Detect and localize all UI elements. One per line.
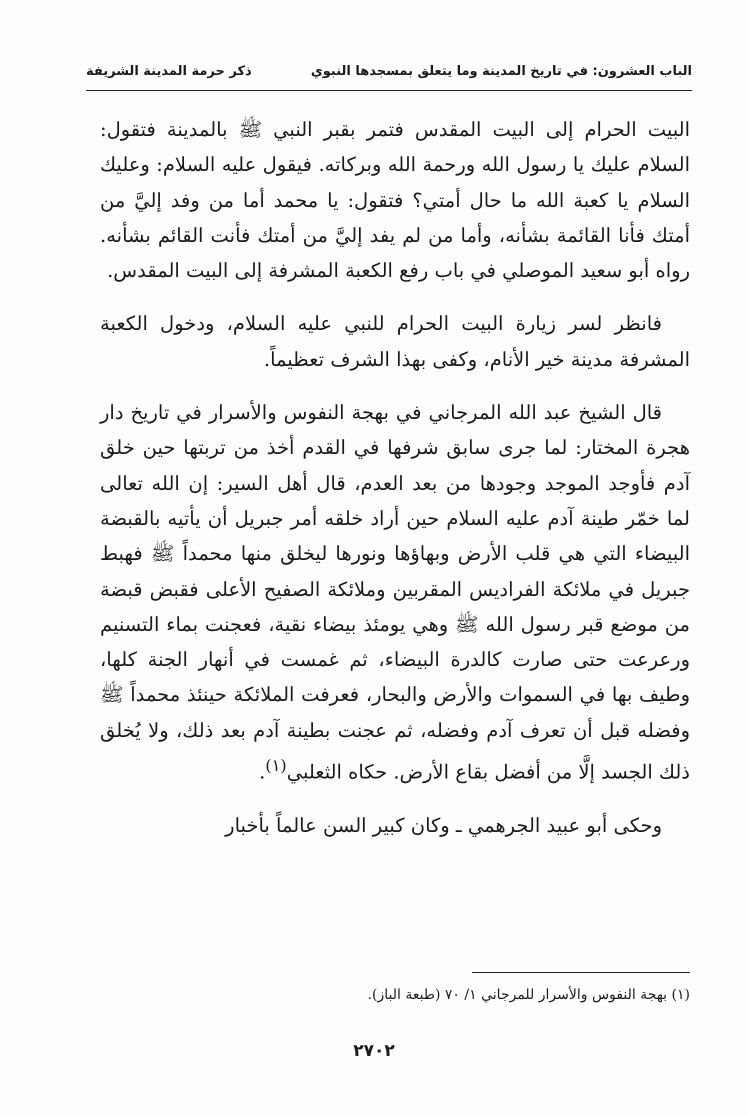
page-number: ٢٧٠٢ [353, 1041, 395, 1061]
paragraph: البيت الحرام إلى البيت المقدس فتمر بقبر النبي ﷺ بالمدينة فتقول: السلام عليك يا رسول الله ورحمة الله وبركاته. فيقول عليه السلام: وعليك السلام يا كعبة الله ما حال أمتي؟ فتقول: يا محمد أما من وفد إليَّ من أمتك فأنا القائمة بشأنه، وأما من لم يفد إليَّ من أمتك فأنت القائم بشأنه. رواه أبو سعيد الموصلي في باب رفع الكعبة المشرفة إلى البيت المقدس. [100, 118, 690, 283]
footnote-divider [472, 972, 690, 973]
paragraph-end-mark: . [259, 760, 266, 784]
footnote-reference[interactable]: (١) [265, 756, 287, 776]
paragraph: وحكى أبو عبيد الجرهمي ـ وكان كبير السن عالماً بأخبار [225, 813, 662, 837]
chapter-title: الباب العشرون: في تاريخ المدينة وما يتعلق بمسجدها النبوي [310, 63, 692, 79]
paragraph: فانظر لسر زيارة البيت الحرام للنبي عليه السلام، ودخول الكعبة المشرفة مدينة خير الأنام، وكفى بهذا الشرف تعظيماً. [100, 312, 690, 371]
footnote [100, 984, 690, 1006]
header-divider [86, 90, 692, 91]
paragraph-text: قال الشيخ عبد الله المرجاني في بهجة النفوس والأسرار في تاريخ دار هجرة المختار: لما جرى سابق شرفها في القدم أخذ من تربتها حين خلق آدم فأوجد الموجد وجودها من بعد العدم، قال أهل السير: إن الله تعالى لما خمّر طينة آدم عليه السلام حين أراد خلقه أمر جبريل أن يأتيه بالقبضة البيضاء التي هي قلب الأرض وبهاؤها ونورها ليخلق منها محمداً ﷺ فهبط جبريل في ملائكة الفراديس المقربين وملائكة الصفيح الأعلى فقبض قبضة من موضع قبر رسول الله ﷺ وهي يومئذ بيضاء نقية، فعجنت بماء التسنيم ورعرعت حتى صارت كالدرة البيضاء، ثم غمست في أنهار الجنة كلها، وطيف بها في السموات والأرض والبحار، فعرفت الملائكة حينئذ محمداً ﷺ وفضله قبل أن تعرف آدم وفضله، ثم عجنت بطينة آدم بعد ذلك، ولا يُخلق ذلك الجسد إلَّا من أفضل بقاع الأرض. حكاه الثعلبي [100, 401, 690, 784]
section-title: ذكر حرمة المدينة الشريفة [86, 63, 252, 79]
running-header [86, 56, 692, 86]
footnote-marker: (١) [671, 987, 690, 1003]
main-text [100, 112, 690, 843]
footnote-text: بهجة النفوس والأسرار للمرجاني ١/ ٧٠ (طبعة الباز). [367, 987, 668, 1003]
paragraph [100, 395, 690, 790]
